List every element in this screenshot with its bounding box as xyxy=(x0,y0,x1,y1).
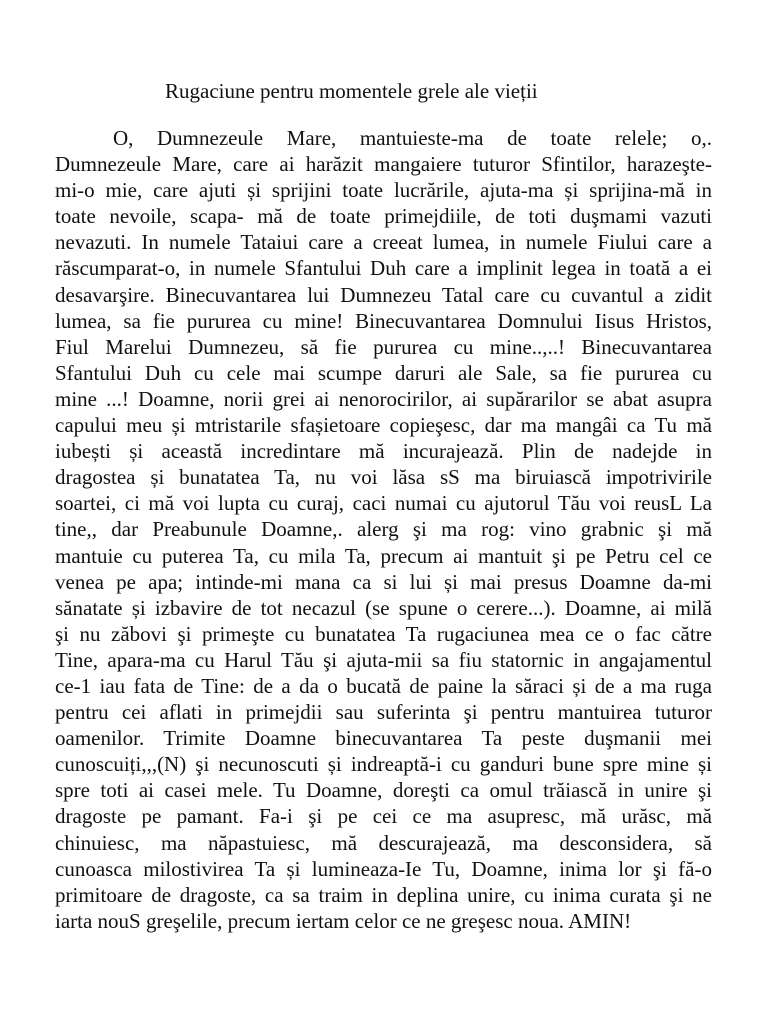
paragraph-line: oamenilor. Trimite Doamne binecuvantarea Ta peste duşmanii mei xyxy=(55,726,712,751)
paragraph-line: Fiul Marelui Dumnezeu, să fie pururea cu mine..,..! Binecuvantarea xyxy=(55,334,712,359)
paragraph-line: capului meu și mtristarile sfașietoare copieşesc, dar ma mangâi ca Tu mă xyxy=(55,413,712,438)
paragraph-line: iarta nouS greşelile, precum iertam celor ce ne greşesc noua. AMIN! xyxy=(55,908,632,933)
paragraph-line: tine,, dar Preabunule Doamne,. alerg şi ma rog: vino grabnic şi mă xyxy=(55,517,712,542)
prayer-paragraph xyxy=(55,125,712,934)
paragraph-line: cunoscuiți,,,(N) şi necunoscuti și indreaptă-i cu ganduri bune spre mine și xyxy=(55,752,712,777)
paragraph-line: pentru cei aflati in primejdii sau suferinta şi pentru mantuirea tuturor xyxy=(55,700,712,725)
paragraph-line: Sfantului Duh cu cele mai scumpe daruri ale Sale, sa fie pururea cu xyxy=(55,360,712,385)
paragraph-line: chinuiesc, ma năpastuiesc, mă descurajează, ma desconsidera, să xyxy=(55,830,712,855)
paragraph-line: toate nevoile, scapa- mă de toate primejdiile, de toti duşmami vazuti xyxy=(55,204,712,229)
paragraph-line: venea pe apa; intinde-mi mana ca si lui și mai presus Doamne da-mi xyxy=(55,569,712,594)
paragraph-line: cunoasca milostivirea Ta și lumineaza-Ie Tu, Doamne, inima lor şi fă-o xyxy=(55,856,712,881)
paragraph-line: şi nu zăbovi şi primeşte cu bunatatea Ta rugaciunea mea ce o fac către xyxy=(55,621,712,646)
paragraph-line: ce-1 iau fata de Tine: de a da o bucată de paine la săraci și de a ma ruga xyxy=(55,673,712,698)
paragraph-line: dragoste pe pamant. Fa-i şi pe cei ce ma asupresc, mă urăsc, mă xyxy=(55,804,712,829)
paragraph-line: mi-o mie, care ajuti și sprijini toate lucrările, ajuta-ma și sprijina-mă in xyxy=(55,178,712,203)
paragraph-line: Dumnezeule Mare, care ai harăzit mangaiere tuturor Sfintilor, harazeşte- xyxy=(55,152,712,177)
paragraph-line: mine ...! Doamne, norii grei ai nenorocirilor, ai supărarilor se abat asupra xyxy=(55,386,712,411)
paragraph-line: răscumparat-o, in numele Sfantului Duh care a implinit legea in toată a ei xyxy=(55,256,712,281)
document-title: Rugaciune pentru momentele grele ale vieții xyxy=(165,79,538,103)
paragraph-line: sănatate și izbavire de tot necazul (se spune o cerere...). Doamne, ai milă xyxy=(55,595,712,620)
paragraph-line: Tine, apara-ma cu Harul Tău şi ajuta-mii sa fiu statornic in angajamentul xyxy=(55,647,712,672)
paragraph-line: O, Dumnezeule Mare, mantuieste-ma de toate relele; o,. xyxy=(113,126,712,150)
paragraph-line: iubești și această incredintare mă incurajează. Plin de nadejde in xyxy=(55,439,712,464)
paragraph-line: primitoare de dragoste, ca sa traim in deplina unire, cu inima curata şi ne xyxy=(55,882,712,907)
paragraph-line: soartei, ci mă voi lupta cu curaj, caci numai cu ajutorul Tău voi reusL La xyxy=(55,491,712,516)
paragraph-line: desavarşire. Binecuvantarea lui Dumnezeu Tatal care cu cuvantul a zidit xyxy=(55,282,712,307)
paragraph-line: spre toti ai casei mele. Tu Doamne, doreşti ca omul trăiască in unire şi xyxy=(55,778,712,803)
paragraph-line: mantuie cu puterea Ta, cu mila Ta, precum ai mantuit şi pe Petru cel ce xyxy=(55,543,712,568)
paragraph-line: lumea, sa fie pururea cu mine! Binecuvantarea Domnului Iisus Hristos, xyxy=(55,308,712,333)
paragraph-line: dragostea și bunatatea Ta, nu voi lăsa sS ma biruiască impotrivirile xyxy=(55,465,712,490)
paragraph-line: nevazuti. In numele Tataiui care a creeat lumea, in numele Fiului care a xyxy=(55,230,712,255)
